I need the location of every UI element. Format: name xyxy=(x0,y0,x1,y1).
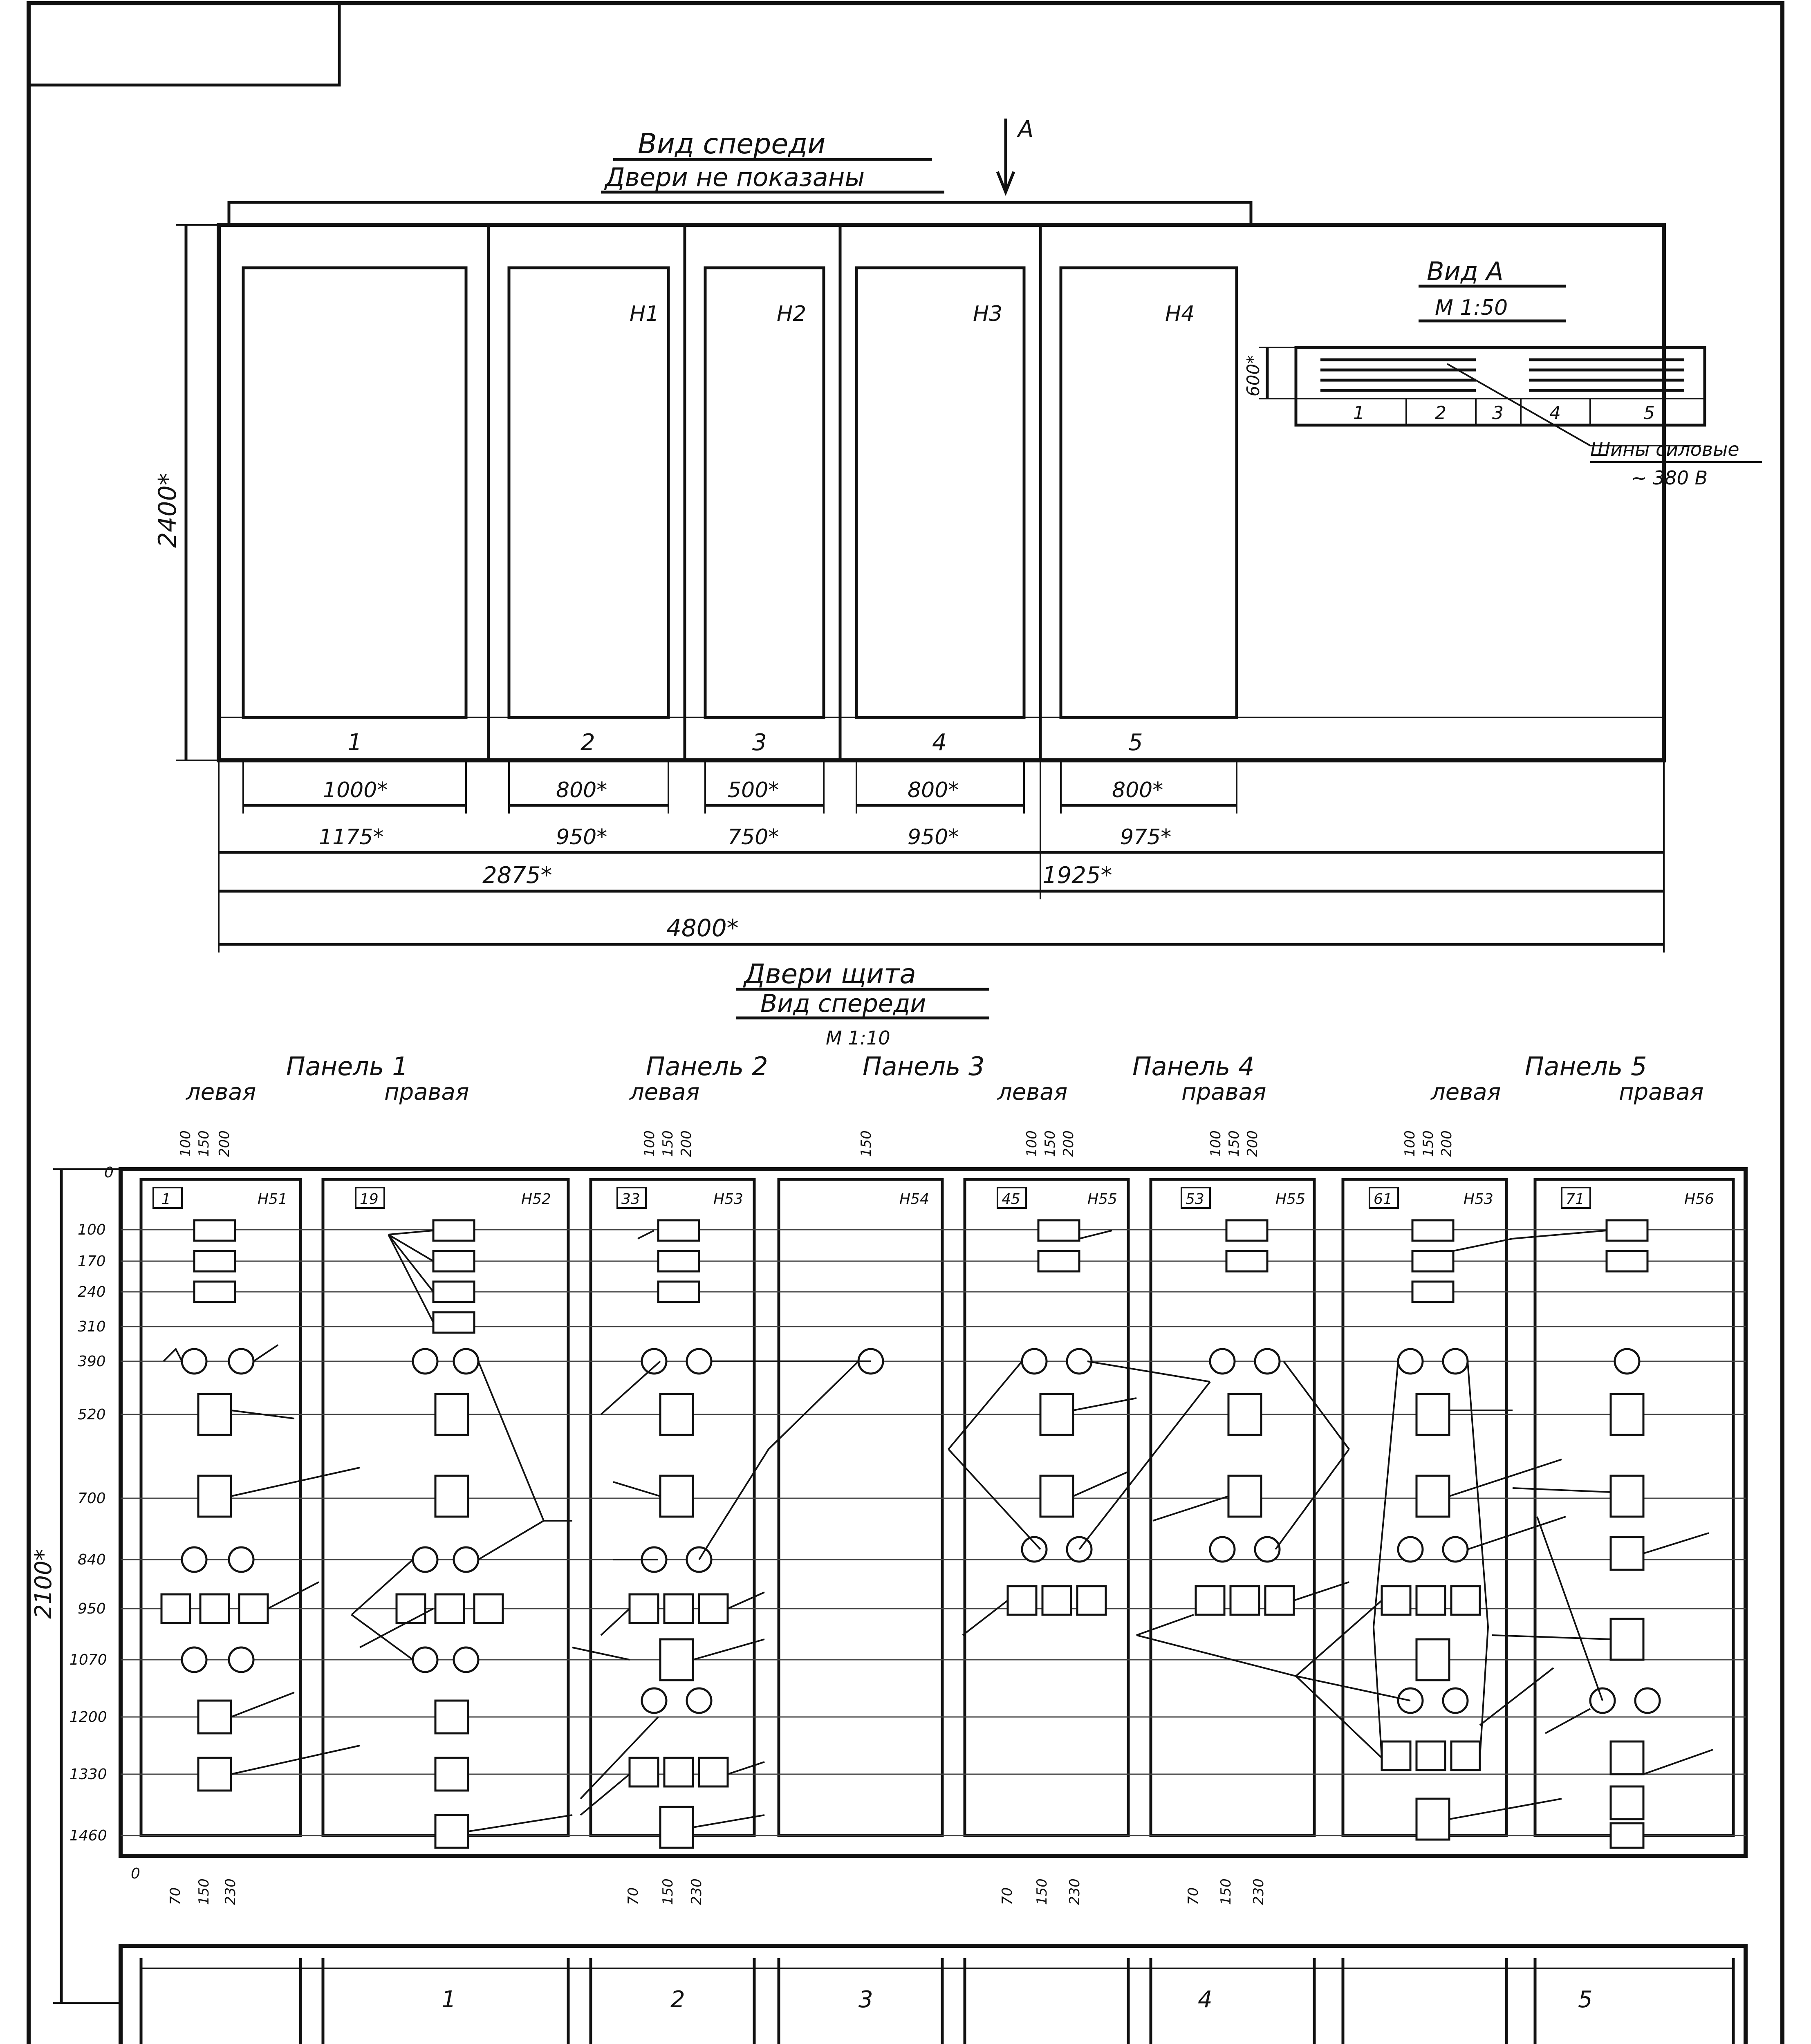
meter xyxy=(198,1394,231,1435)
door-tag-num: 45 xyxy=(1002,1191,1020,1208)
bottom-col: 150 xyxy=(660,1878,676,1905)
corner-stamp xyxy=(29,3,339,85)
door-tag-num: 1 xyxy=(161,1191,171,1208)
door-tag-num: 71 xyxy=(1566,1191,1585,1208)
door-tag-code: H55 xyxy=(1275,1191,1305,1208)
top-col: 150 xyxy=(196,1130,212,1157)
width-dim-4: 800* xyxy=(908,778,959,802)
row-0: 0 xyxy=(104,1164,114,1181)
doors-subtitle: Вид спереди xyxy=(760,989,926,1018)
row-240: 240 xyxy=(78,1284,106,1300)
bottom-col: 150 xyxy=(1034,1878,1050,1905)
section-number-5: 5 xyxy=(1578,1986,1593,2013)
front-view xyxy=(153,116,1664,953)
row-520: 520 xyxy=(78,1406,106,1423)
switch xyxy=(200,1594,229,1623)
cabinet-top-rail xyxy=(229,202,1251,225)
nameplate xyxy=(194,1282,235,1302)
panel-tag-h1: H1 xyxy=(630,302,659,326)
side-left-5: левая xyxy=(1431,1079,1501,1105)
nameplate xyxy=(194,1251,235,1271)
view-a-cell-3: 3 xyxy=(1492,403,1504,424)
row-1460: 1460 xyxy=(69,1827,107,1844)
top-col: 150 xyxy=(1226,1130,1242,1157)
bottom-col: 70 xyxy=(999,1887,1015,1905)
indicator-lamp xyxy=(182,1547,206,1572)
top-column-markers xyxy=(177,1130,1455,1157)
top-col: 100 xyxy=(1402,1130,1418,1157)
section-number-2: 2 xyxy=(670,1986,685,2013)
meter xyxy=(198,1476,231,1517)
bottom-col: 230 xyxy=(688,1878,705,1905)
height-dimension: 2400* xyxy=(153,473,182,548)
door-tag-1 xyxy=(153,1188,287,1208)
row-950: 950 xyxy=(78,1600,106,1617)
door-tag-7 xyxy=(1369,1188,1493,1208)
panel-5-left-devices xyxy=(1382,1220,1480,1840)
view-a-cell-1: 1 xyxy=(1353,403,1365,424)
row-390: 390 xyxy=(78,1353,106,1370)
switch xyxy=(239,1594,268,1623)
door-tag-6 xyxy=(1181,1188,1305,1208)
indicator-lamp xyxy=(229,1547,253,1572)
bottom-col: 230 xyxy=(1251,1878,1267,1905)
doors-scale: М 1:10 xyxy=(826,1027,890,1049)
indicator-lamp xyxy=(229,1349,253,1374)
bottom-col: 70 xyxy=(167,1887,184,1905)
door-tag-4 xyxy=(899,1191,929,1208)
bottom-column-markers xyxy=(167,1878,1267,1905)
top-col: 150 xyxy=(660,1130,676,1157)
door-tag-code: H55 xyxy=(1087,1191,1117,1208)
door-tag-3 xyxy=(617,1188,743,1208)
group-dim-left: 2875* xyxy=(482,862,552,889)
bottom-col: 70 xyxy=(625,1887,641,1905)
door-tag-2 xyxy=(356,1188,551,1208)
width-dim-1: 1000* xyxy=(323,778,388,802)
panel-2-devices xyxy=(630,1220,728,1848)
section-number-4: 4 xyxy=(1198,1986,1213,2013)
doors-title: Двери щита xyxy=(744,958,916,990)
front-view-subtitle: Двери не показаны xyxy=(605,162,865,192)
row-310: 310 xyxy=(78,1318,106,1335)
panel-tag-h2: H2 xyxy=(777,302,807,326)
bottom-col: 230 xyxy=(222,1878,239,1905)
door-tag-code: H54 xyxy=(899,1191,929,1208)
door-tag-code: H53 xyxy=(1464,1191,1493,1208)
view-a-title: Вид А xyxy=(1427,256,1504,286)
panel-tag-h3: H3 xyxy=(973,302,1003,326)
panel-number-4: 4 xyxy=(932,729,947,756)
side-right-5: правая xyxy=(1619,1079,1704,1105)
view-a xyxy=(1243,256,1762,489)
door-tag-num: 61 xyxy=(1374,1191,1392,1208)
front-view-title: Вид спереди xyxy=(638,128,826,160)
panel-title-2: Панель 2 xyxy=(646,1051,768,1081)
view-a-cell-4: 4 xyxy=(1549,403,1561,424)
outer-dim-4: 950* xyxy=(908,825,959,849)
panel-4-right-devices xyxy=(1196,1220,1294,1615)
nameplate xyxy=(194,1220,235,1241)
view-a-scale: М 1:50 xyxy=(1435,296,1508,320)
group-dim-right: 1925* xyxy=(1042,862,1112,889)
section-number-3: 3 xyxy=(858,1986,873,2013)
indicator-lamp xyxy=(182,1647,206,1672)
meter xyxy=(198,1758,231,1791)
top-col: 100 xyxy=(177,1130,194,1157)
top-col: 150 xyxy=(1042,1130,1058,1157)
leader-lines xyxy=(164,1230,1713,1831)
side-right-1: правая xyxy=(384,1079,469,1105)
switch xyxy=(161,1594,190,1623)
top-col: 200 xyxy=(1439,1130,1455,1157)
row-1070: 1070 xyxy=(69,1652,107,1668)
row-170: 170 xyxy=(78,1253,106,1270)
door-tag-num: 53 xyxy=(1186,1191,1204,1208)
side-right-4: правая xyxy=(1181,1079,1266,1105)
outer-dim-5: 975* xyxy=(1120,825,1172,849)
door-tag-8 xyxy=(1562,1188,1714,1208)
row-1330: 1330 xyxy=(69,1766,107,1783)
meter xyxy=(198,1701,231,1733)
section-number-1: 1 xyxy=(442,1986,456,2013)
doors-view xyxy=(30,958,1746,2044)
top-col: 100 xyxy=(1208,1130,1224,1157)
panel-title-3: Панель 3 xyxy=(863,1051,985,1081)
side-left-4: левая xyxy=(997,1079,1068,1105)
panel-number-2: 2 xyxy=(581,729,595,756)
bus-note-line2: ~ 380 В xyxy=(1631,467,1708,489)
doors-height-dim: 2100* xyxy=(30,1549,57,1619)
top-col: 150 xyxy=(1420,1130,1437,1157)
bottom-col: 150 xyxy=(1218,1878,1234,1905)
indicator-lamp xyxy=(182,1349,206,1374)
view-a-depth: 600* xyxy=(1243,355,1263,397)
panel-5-right-devices xyxy=(1590,1220,1660,1848)
row-end: 0 xyxy=(131,1865,140,1882)
width-dim-3: 500* xyxy=(728,778,779,802)
doors-body xyxy=(121,1169,1746,1856)
bottom-col: 150 xyxy=(196,1878,212,1905)
top-col: 200 xyxy=(1244,1130,1261,1157)
door-tag-5 xyxy=(997,1188,1117,1208)
panel-number-1: 1 xyxy=(347,729,362,756)
bottom-col: 230 xyxy=(1067,1878,1083,1905)
outer-dim-3: 750* xyxy=(728,825,779,849)
top-col: 100 xyxy=(1024,1130,1040,1157)
panel-title-1: Панель 1 xyxy=(286,1051,408,1081)
panel-1-left-devices xyxy=(161,1220,268,1791)
total-width-dim: 4800* xyxy=(666,914,739,942)
width-dim-2: 800* xyxy=(556,778,607,802)
panel-4-left-devices xyxy=(1008,1220,1106,1615)
view-a-cell-2: 2 xyxy=(1435,403,1446,424)
door-tag-code: H53 xyxy=(713,1191,743,1208)
view-a-arrow-label: A xyxy=(1018,116,1034,143)
panel-1-right-devices xyxy=(397,1220,503,1848)
top-col: 200 xyxy=(1060,1130,1077,1157)
door-tag-code: H51 xyxy=(258,1191,287,1208)
side-left-2: левая xyxy=(630,1079,700,1105)
outer-dim-1: 1175* xyxy=(319,825,384,849)
panel-tag-h4: H4 xyxy=(1165,302,1195,326)
side-left-1: левая xyxy=(186,1079,256,1105)
row-840: 840 xyxy=(78,1551,106,1568)
row-100: 100 xyxy=(78,1221,106,1238)
outer-dim-2: 950* xyxy=(556,825,607,849)
doors-bottom-rail xyxy=(121,1946,1746,2044)
top-col: 150 xyxy=(858,1130,874,1157)
door-tag-code: H52 xyxy=(521,1191,551,1208)
width-dim-5: 800* xyxy=(1112,778,1163,802)
door-tag-num: 19 xyxy=(360,1191,379,1208)
sheet-frame xyxy=(29,3,1782,2044)
top-col: 200 xyxy=(678,1130,695,1157)
panel-title-5: Панель 5 xyxy=(1525,1051,1647,1081)
door-tag-code: H56 xyxy=(1684,1191,1714,1208)
panel-title-4: Панель 4 xyxy=(1132,1051,1255,1081)
bottom-col: 70 xyxy=(1185,1887,1201,1905)
view-a-cell-5: 5 xyxy=(1643,403,1655,424)
door-tag-num: 33 xyxy=(621,1191,640,1208)
row-700: 700 xyxy=(78,1490,106,1507)
row-1200: 1200 xyxy=(69,1709,107,1726)
panel-number-3: 3 xyxy=(752,729,767,756)
bus-note-line1: Шины силовые xyxy=(1590,438,1739,460)
top-col: 100 xyxy=(641,1130,658,1157)
indicator-lamp xyxy=(229,1647,253,1672)
top-col: 200 xyxy=(216,1130,233,1157)
panel-number-5: 5 xyxy=(1128,729,1143,756)
